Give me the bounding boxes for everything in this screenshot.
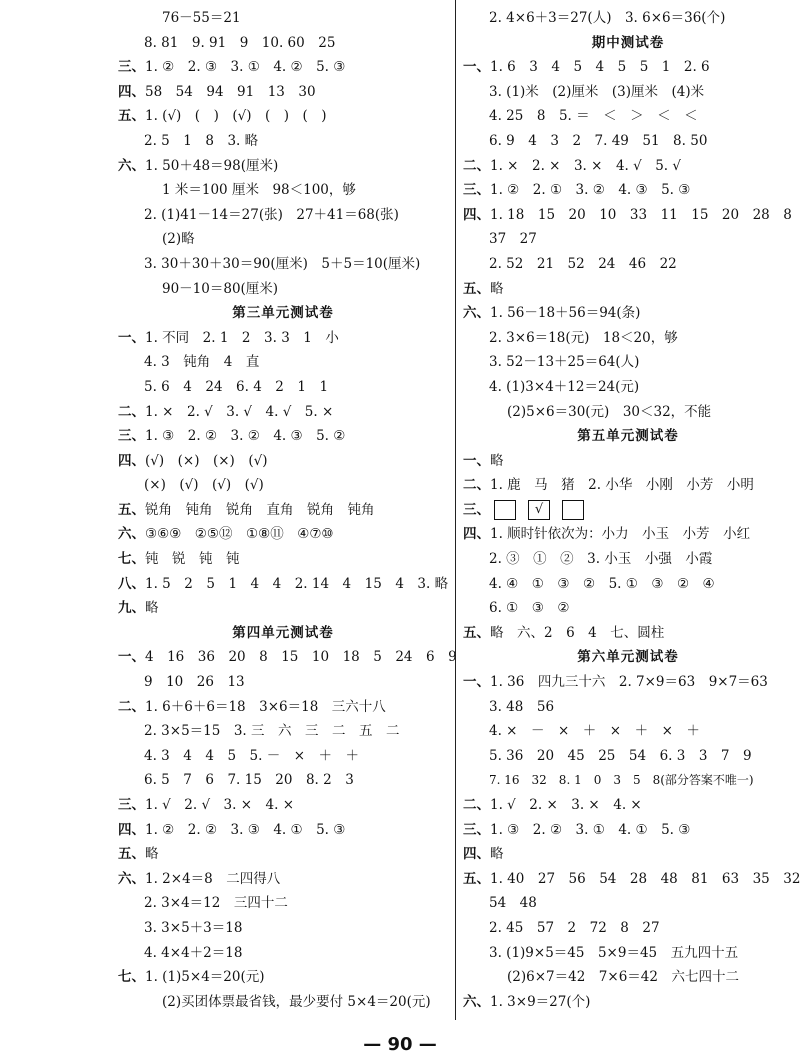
answer-text: 2. 4×6＋3＝27(人) 3. 6×6＝36(个) [489, 10, 726, 26]
answer-text: 8. 81 9. 91 9 10. 60 25 [144, 34, 336, 51]
right-answer-line [463, 350, 793, 375]
question-group-label: 五、 [463, 870, 490, 887]
right-answer-line [463, 154, 793, 179]
right-answer-line [463, 55, 793, 80]
question-group-label: 五、 [118, 501, 145, 518]
answer-text: 1. ② 2. ② 3. ③ 4. ① 5. ③ [145, 821, 346, 838]
answer-text: 1. ② 2. ③ 3. ① 4. ② 5. ③ [145, 59, 346, 76]
right-answer-line [463, 449, 793, 474]
question-group-label: 八、 [118, 575, 145, 592]
right-answer-line [463, 6, 793, 31]
answer-text: 1. 56－18＋56＝94(条) [490, 305, 641, 322]
column-divider [455, 0, 456, 1020]
left-section-title [118, 621, 448, 646]
answer-text: 3. (1)米 (2)厘米 (3)厘米 (4)米 [489, 83, 705, 100]
answer-text: 3. 52－13＋25＝64(人) [489, 354, 640, 371]
answer-box [562, 500, 584, 520]
question-group-label: 四、 [463, 846, 490, 863]
question-group-label: 一、 [118, 329, 145, 346]
right-answer-line [463, 867, 800, 892]
answer-text: 4. × － × ＋ × ＋ × ＋ [489, 723, 700, 740]
question-group-label: 一、 [463, 452, 490, 469]
answer-text: 2. (1)41－14＝27(张) 27＋41＝68(张) [144, 206, 399, 223]
left-answer-line [118, 842, 448, 867]
answer-text: 1. 18 15 20 10 33 11 15 20 28 8 [490, 206, 792, 223]
question-group-label: 六、 [118, 157, 145, 174]
question-group-label: 一、 [463, 59, 490, 76]
answer-text: 1. (√) ( ) (√) ( ) ( ) [145, 108, 327, 125]
question-group-label: 九、 [118, 600, 145, 617]
left-answer-line [118, 547, 448, 572]
question-group-label: 三、 [463, 821, 490, 838]
section-title-text: 期中测试卷 [591, 34, 665, 51]
question-group-label: 四、 [463, 526, 490, 543]
left-answer-line [118, 695, 448, 720]
page-number: — 90 — [363, 1034, 437, 1055]
left-answer-line [118, 941, 448, 966]
left-answer-line [118, 449, 448, 474]
left-answer-line [118, 793, 448, 818]
left-answer-line [118, 645, 457, 670]
left-answer-line [118, 572, 448, 597]
left-answer-line [118, 129, 448, 154]
answer-text: (2)6×7＝42 7×6＝42 六七四十二 [507, 969, 739, 986]
answer-text: 5. 6 4 24 6. 4 2 1 1 [144, 378, 329, 395]
answer-text: (√) (×) (×) (√) [145, 452, 268, 469]
left-answer-line [118, 498, 448, 523]
right-answer-line [463, 178, 793, 203]
right-answer-line [463, 473, 793, 498]
left-answer-line [118, 473, 448, 498]
left-answer-line [118, 55, 448, 80]
left-answer-line [118, 719, 448, 744]
answer-text: 58 54 94 91 13 30 [145, 83, 316, 100]
answer-text: 2. ③ ① ② 3. 小玉 小强 小霞 [489, 551, 713, 568]
answer-text: 1. ③ 2. ② 3. ② 4. ③ 5. ② [145, 428, 346, 445]
answer-text: 3. 30＋30＋30＝90(厘米) 5＋5＝10(厘米) [144, 255, 421, 272]
question-group-label: 五、 [118, 108, 145, 125]
question-group-label: 七、 [118, 551, 145, 568]
right-answer-line [463, 719, 793, 744]
right-answer-line [463, 941, 793, 966]
section-title-text: 第六单元测试卷 [577, 649, 679, 666]
answer-text: 略 [490, 280, 504, 297]
question-group-label: 二、 [118, 698, 145, 715]
section-title-text: 第五单元测试卷 [577, 428, 679, 445]
left-answer-line [118, 203, 448, 228]
right-answer-line [463, 104, 793, 129]
question-group-label: 六、 [118, 526, 145, 543]
left-answer-line [118, 768, 448, 793]
right-answer-line [463, 80, 793, 105]
left-answer-line [118, 31, 448, 56]
answer-text: 2. 5 1 8 3. 略 [144, 132, 259, 149]
answer-text: 1. 不同 2. 1 2 3. 3 1 小 [145, 329, 339, 346]
answer-text: 1. 40 27 56 54 28 48 81 63 35 32 [490, 870, 800, 887]
answer-text: 略 [490, 452, 504, 469]
question-group-label: 三、 [118, 59, 145, 76]
answer-text: 1. 6 3 4 5 4 5 5 1 2. 6 [490, 59, 710, 76]
left-answer-line [118, 104, 448, 129]
left-answer-line [118, 670, 448, 695]
answer-text: 1. √ 2. √ 3. × 4. × [145, 797, 295, 813]
right-answer-line [463, 203, 793, 228]
right-answer-line [463, 522, 793, 547]
answer-text: 4. ④ ① ③ ② 5. ① ③ ② ④ [489, 575, 715, 592]
answer-text: 2. 3×5＝15 3. 三 六 三 二 五 二 [144, 723, 400, 740]
right-answer-line [463, 498, 793, 523]
left-answer-line [118, 867, 448, 892]
right-answer-line [463, 326, 793, 351]
answer-text: 1 米＝100 厘米 98＜100，够 [162, 182, 356, 199]
right-answer-line [463, 277, 793, 302]
answer-text: 1. 2×4＝8 二四得八 [145, 870, 281, 887]
answer-text: 1. 36 四九三十六 2. 7×9＝63 9×7＝63 [490, 674, 768, 691]
answer-text: 1. × 2. √ 3. √ 4. √ 5. × [145, 403, 334, 420]
right-answer-line [463, 547, 793, 572]
right-answer-line [463, 990, 793, 1015]
right-section-title [463, 424, 793, 449]
left-answer-line [118, 916, 448, 941]
answer-box: √ [528, 500, 550, 520]
question-group-label: 四、 [118, 452, 145, 469]
left-answer-line [118, 744, 448, 769]
right-answer-line [463, 695, 793, 720]
left-answer-line [118, 178, 448, 203]
left-answer-line [118, 965, 448, 990]
answer-text: 4. 3 钝角 4 直 [144, 354, 260, 371]
question-group-label: 三、 [118, 797, 145, 813]
question-group-label: 五、 [463, 280, 490, 297]
right-answer-line [463, 596, 793, 621]
question-group-label: 三、 [118, 428, 145, 445]
right-section-title [463, 31, 793, 56]
answer-text: (×) (√) (√) (√) [144, 477, 264, 494]
right-answer-line [463, 129, 793, 154]
answer-text: 4. (1)3×4＋12＝24(元) [489, 378, 640, 395]
answer-text: 2. 52 21 52 24 46 22 [489, 255, 677, 272]
left-answer-line [118, 424, 448, 449]
answer-text: 1. ③ 2. ② 3. ① 4. ① 5. ③ [490, 821, 691, 838]
answer-text: 2. 3×4＝12 三四十二 [144, 895, 288, 912]
question-group-label: 二、 [463, 797, 490, 813]
question-group-label: 三、 [463, 182, 490, 199]
answer-text: 90－10＝80(厘米) [162, 280, 279, 297]
answer-text: 1. 鹿 马 猪 2. 小华 小刚 小芳 小明 [490, 477, 754, 494]
answer-box [494, 500, 516, 520]
question-group-label: 二、 [463, 157, 490, 174]
question-group-label: 五、 [463, 624, 490, 641]
right-answer-line [463, 670, 793, 695]
left-answer-line [118, 990, 448, 1015]
question-group-label: 五、 [118, 846, 145, 863]
right-answer-line [463, 744, 793, 769]
right-answer-line [463, 891, 793, 916]
right-answer-line [463, 916, 793, 941]
right-answer-line [463, 842, 793, 867]
right-answer-line [463, 572, 793, 597]
answer-text: 2. 3×6＝18(元) 18＜20，够 [489, 329, 678, 346]
question-group-label: 六、 [463, 993, 490, 1010]
answer-text: 1. ② 2. ① 3. ② 4. ③ 5. ③ [490, 182, 691, 199]
answer-text: 6. 5 7 6 7. 15 20 8. 2 3 [144, 772, 354, 789]
answer-text: 1. √ 2. × 3. × 4. × [490, 797, 642, 813]
right-answer-column [463, 6, 800, 1014]
answer-text: 5. 36 20 45 25 54 6. 3 3 7 9 [489, 747, 752, 764]
answer-text: 略 [490, 846, 504, 863]
answer-text: 7. 16 32 8. 1 0 3 5 8(部分答案不唯一) [489, 773, 754, 788]
answer-text: 1. 5 2 5 1 4 4 2. 14 4 15 4 3. 略 [145, 575, 449, 592]
answer-text: ③⑥⑨ ②⑤⑫ ①⑧⑪ ④⑦⑩ [145, 526, 334, 543]
answer-text: (2)5×6＝30(元) 30＜32，不能 [507, 403, 712, 420]
left-answer-line [118, 596, 448, 621]
question-group-label: 二、 [118, 403, 145, 420]
answer-text: 9 10 26 13 [144, 674, 245, 691]
left-answer-line [118, 252, 448, 277]
left-answer-line [118, 350, 448, 375]
left-answer-line [118, 522, 448, 547]
question-group-label: 四、 [463, 206, 490, 223]
answer-text: 76－55＝21 [162, 10, 241, 26]
answer-text: 略 [145, 846, 159, 863]
right-section-title [463, 645, 793, 670]
question-group-label: 七、 [118, 969, 145, 986]
answer-text: (2)买团体票最省钱，最少要付 5×4＝20(元) [162, 993, 431, 1010]
answer-boxes [494, 500, 584, 520]
answer-text: 37 27 [489, 231, 537, 248]
question-group-label: 一、 [118, 649, 145, 666]
answer-text: 6. ① ③ ② [489, 600, 570, 617]
right-answer-line [463, 375, 793, 400]
left-answer-line [118, 891, 448, 916]
answer-text: 锐角 钝角 锐角 直角 锐角 钝角 [145, 501, 375, 518]
question-group-label: 六、 [118, 870, 145, 887]
right-answer-line [463, 301, 793, 326]
answer-text: 4. 4×4＋2＝18 [144, 944, 243, 961]
answer-text: 4. 3 4 4 5 5. － × ＋ ＋ [144, 747, 360, 764]
answer-text: 54 48 [489, 895, 537, 912]
answer-text: 3. (1)9×5＝45 5×9＝45 五九四十五 [489, 944, 739, 961]
answer-text: 4. 25 8 5. ＝ ＜ ＞ ＜ ＜ [489, 108, 698, 125]
answer-text: 1. 3×9＝27(个) [490, 993, 591, 1010]
answer-text: 略 [145, 600, 159, 617]
answer-text: 2. 45 57 2 72 8 27 [489, 919, 660, 936]
answer-text: 1. 顺时针依次为：小力 小玉 小芳 小红 [490, 526, 751, 543]
question-group-label: 二、 [463, 477, 490, 494]
section-title-text: 第四单元测试卷 [232, 624, 334, 641]
left-answer-line [118, 80, 448, 105]
answer-text: 1. 50＋48＝98(厘米) [145, 157, 279, 174]
answer-text: 6. 9 4 3 2 7. 49 51 8. 50 [489, 132, 708, 149]
left-answer-line [118, 154, 448, 179]
right-answer-line [463, 400, 793, 425]
answer-text: 4 16 36 20 8 15 10 18 5 24 6 9 [145, 649, 457, 666]
right-answer-line [463, 793, 793, 818]
left-answer-line [118, 326, 448, 351]
right-answer-line [463, 621, 793, 646]
left-answer-line [118, 375, 448, 400]
section-title-text: 第三单元测试卷 [232, 305, 334, 322]
answer-text: 略 六、2 6 4 七、圆柱 [490, 624, 665, 641]
right-answer-line [463, 252, 793, 277]
left-answer-line [118, 400, 448, 425]
question-group-label: 三、 [463, 501, 490, 518]
right-answer-line [463, 965, 793, 990]
left-answer-column [118, 6, 457, 1014]
left-section-title [118, 301, 448, 326]
question-group-label: 六、 [463, 305, 490, 322]
right-answer-line [463, 227, 793, 252]
answer-text: 1. (1)5×4＝20(元) [145, 969, 265, 986]
answer-text: 3. 3×5＋3＝18 [144, 919, 243, 936]
left-answer-line [118, 818, 448, 843]
answer-text: 1. 6＋6＋6＝18 3×6＝18 三六十八 [145, 698, 386, 715]
left-answer-line [118, 6, 448, 31]
left-answer-line [118, 227, 448, 252]
right-answer-line [463, 768, 793, 793]
right-answer-line [463, 818, 793, 843]
answer-text: 3. 48 56 [489, 698, 555, 715]
answer-text: 1. × 2. × 3. × 4. √ 5. √ [490, 157, 681, 174]
answer-text: (2)略 [162, 231, 195, 248]
question-group-label: 四、 [118, 83, 145, 100]
left-answer-line [118, 277, 448, 302]
answer-text: 钝 锐 钝 钝 [145, 551, 240, 568]
question-group-label: 四、 [118, 821, 145, 838]
question-group-label: 一、 [463, 674, 490, 691]
